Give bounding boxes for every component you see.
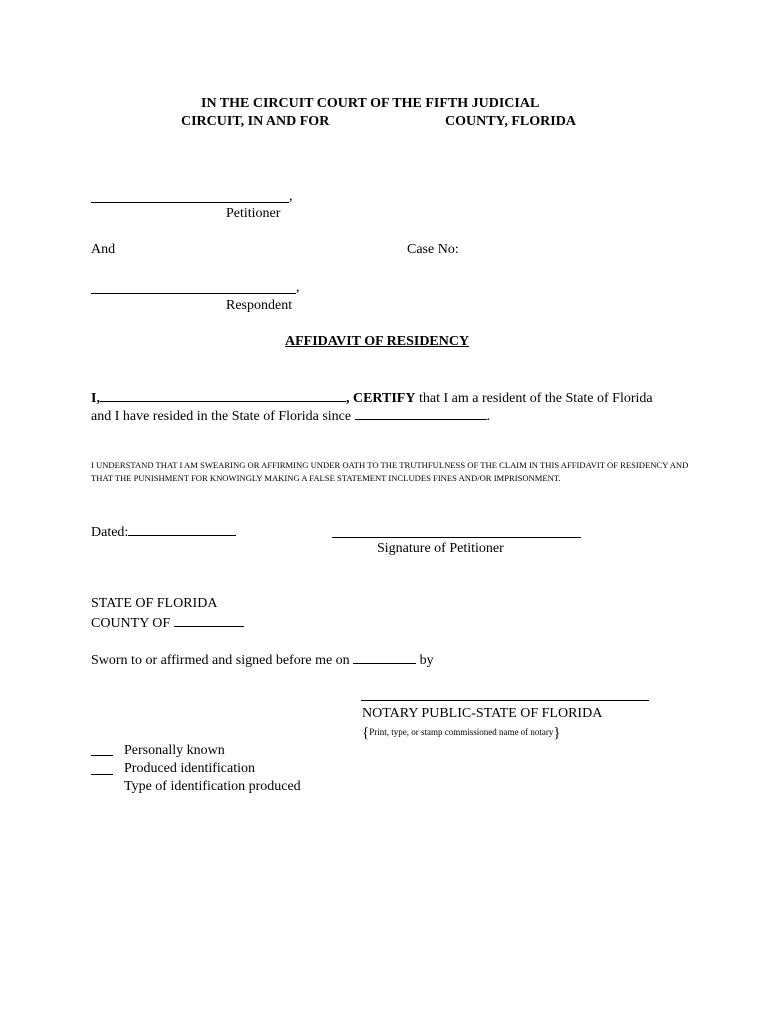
certify-text-1: that I am a resident of the State of Florida (415, 391, 653, 406)
print-note-brace-open: { (362, 725, 370, 741)
county-label: COUNTY OF (91, 616, 171, 631)
residency-since-date-field[interactable] (355, 406, 487, 420)
produced-identification-checkbox-line[interactable] (91, 774, 113, 775)
document-title: AFFIDAVIT OF RESIDENCY (285, 334, 470, 349)
respondent-name-line[interactable] (91, 293, 296, 294)
respondent-label: Respondent (226, 298, 293, 313)
sworn-by-label: by (419, 653, 434, 668)
produced-identification-label: Produced identification (124, 761, 256, 776)
sworn-row (91, 650, 434, 669)
case-no-label: Case No: (407, 242, 459, 257)
notary-print-note: Print, type, or stamp commissioned name of notary (369, 727, 554, 737)
identification-type-label: Type of identification produced (124, 779, 301, 794)
county-row (91, 613, 244, 632)
petitioner-comma: , (289, 189, 293, 204)
petitioner-signature-line[interactable] (332, 537, 581, 538)
dated-field[interactable] (128, 522, 236, 536)
certify-line-2 (91, 406, 490, 425)
notary-title: NOTARY PUBLIC-STATE OF FLORIDA (362, 706, 603, 721)
dated-row (91, 522, 236, 541)
certify-text-2: and I have resided in the State of Florida since (91, 409, 352, 424)
sworn-text: Sworn to or affirmed and signed before me on (91, 653, 350, 668)
court-heading-line1: IN THE CIRCUIT COURT OF THE FIFTH JUDICIAL (201, 96, 540, 111)
notary-print-note-row (362, 724, 561, 742)
sworn-date-field[interactable] (353, 650, 416, 664)
petitioner-label: Petitioner (226, 206, 281, 221)
county-field[interactable] (174, 613, 244, 627)
personally-known-label: Personally known (124, 743, 225, 758)
personally-known-checkbox-line[interactable] (91, 755, 113, 756)
and-label: And (91, 242, 116, 257)
dated-label: Dated: (91, 525, 129, 540)
signature-label: Signature of Petitioner (377, 541, 504, 556)
print-note-brace-close: } (553, 725, 561, 741)
notary-signature-line[interactable] (361, 700, 649, 701)
certify-period: . (486, 409, 491, 424)
court-heading-line2-left: CIRCUIT, IN AND FOR (181, 114, 330, 129)
certify-prefix: I, (91, 391, 100, 406)
respondent-comma: , (296, 280, 300, 295)
state-line: STATE OF FLORIDA (91, 596, 218, 611)
affiant-name-field[interactable] (100, 388, 346, 402)
certify-keyword: , CERTIFY (345, 391, 416, 406)
certify-line-1 (91, 388, 653, 407)
court-heading-line2-right: COUNTY, FLORIDA (445, 114, 576, 129)
oath-notice: I UNDERSTAND THAT I AM SWEARING OR AFFIRMING UNDER OATH TO THE TRUTHFULNESS OF THE CLAIM IN THIS AFFIDAVIT OF RESIDENCY AND THAT THE PUNISHMENT FOR KNOWINGLY MAKING A FALSE STATEMENT INCLUDES FINES AND/OR IMPRISONMENT. (91, 460, 689, 483)
petitioner-name-line[interactable] (91, 202, 289, 203)
